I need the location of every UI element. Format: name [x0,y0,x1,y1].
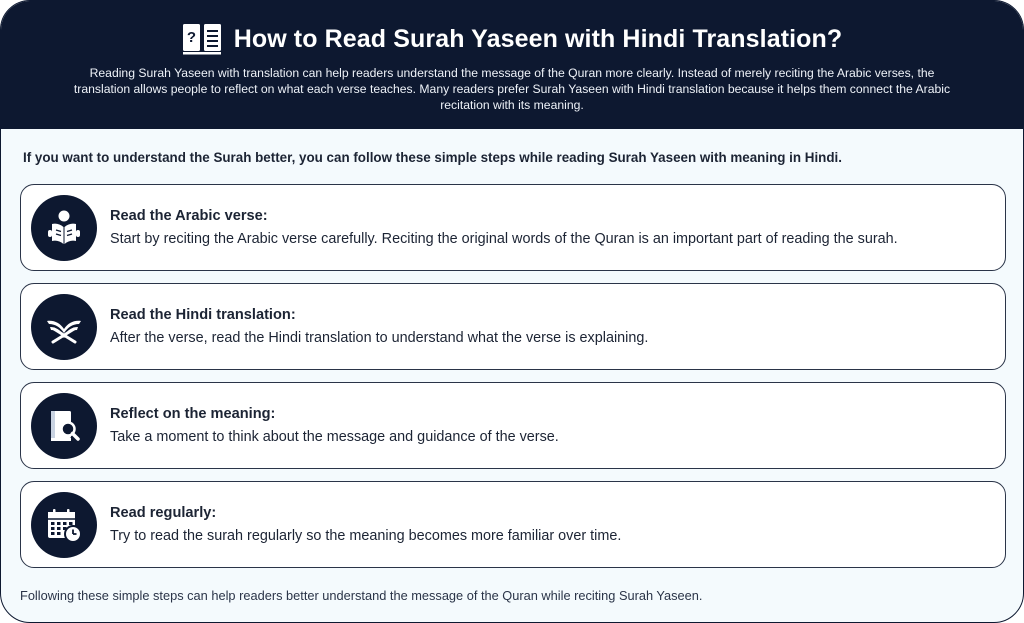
step-description: Start by reciting the Arabic verse carefully. Reciting the original words of the Quran is an important part of reading the surah. [110,231,898,247]
steps-list [20,184,1006,580]
page-title: How to Read Surah Yaseen with Hindi Translation? [233,24,843,53]
step-icon-badge [31,393,97,459]
step-icon-badge [31,492,97,558]
step-title: Reflect on the meaning: [110,406,276,422]
step-icon-badge [31,195,97,261]
book-question-icon [182,22,222,56]
step-title: Read the Arabic verse: [110,208,268,224]
step-description: Try to read the surah regularly so the meaning becomes more familiar over time. [110,528,622,544]
calendar-clock-icon [44,505,84,545]
lead-text: If you want to understand the Surah better, you can follow these simple steps while reading Surah Yaseen with meaning in Hindi. [23,150,842,165]
step-icon-badge [31,294,97,360]
step-description: Take a moment to think about the message and guidance of the verse. [110,429,559,445]
header [1,1,1023,129]
title-row [1,19,1023,59]
step-description: After the verse, read the Hindi translation to understand what the verse is explaining. [110,330,649,346]
step-text [110,307,648,346]
step-text [110,208,898,247]
step-title: Read the Hindi translation: [110,307,296,323]
step-text [110,505,621,544]
step-text [110,406,559,445]
step-card [20,481,1006,568]
footer-text: Following these simple steps can help readers better understand the message of the Quran while reciting Surah Yaseen. [20,588,703,603]
step-card [20,283,1006,370]
step-title: Read regularly: [110,505,217,521]
step-card [20,382,1006,469]
svg-text:?: ? [186,29,196,46]
book-search-icon [44,406,84,446]
reader-icon [44,208,84,248]
quran-stand-icon [44,307,84,347]
intro-text: Reading Surah Yaseen with translation can help readers understand the message of the Quran more clearly. Instead of merely reciting the Arabic verses, the translation allows people to reflect on what each verse teaches. Many readers prefer Surah Yaseen with Hindi translation because it helps them connect the Arabic recitation with its meaning. [73,66,951,112]
step-card [20,184,1006,271]
